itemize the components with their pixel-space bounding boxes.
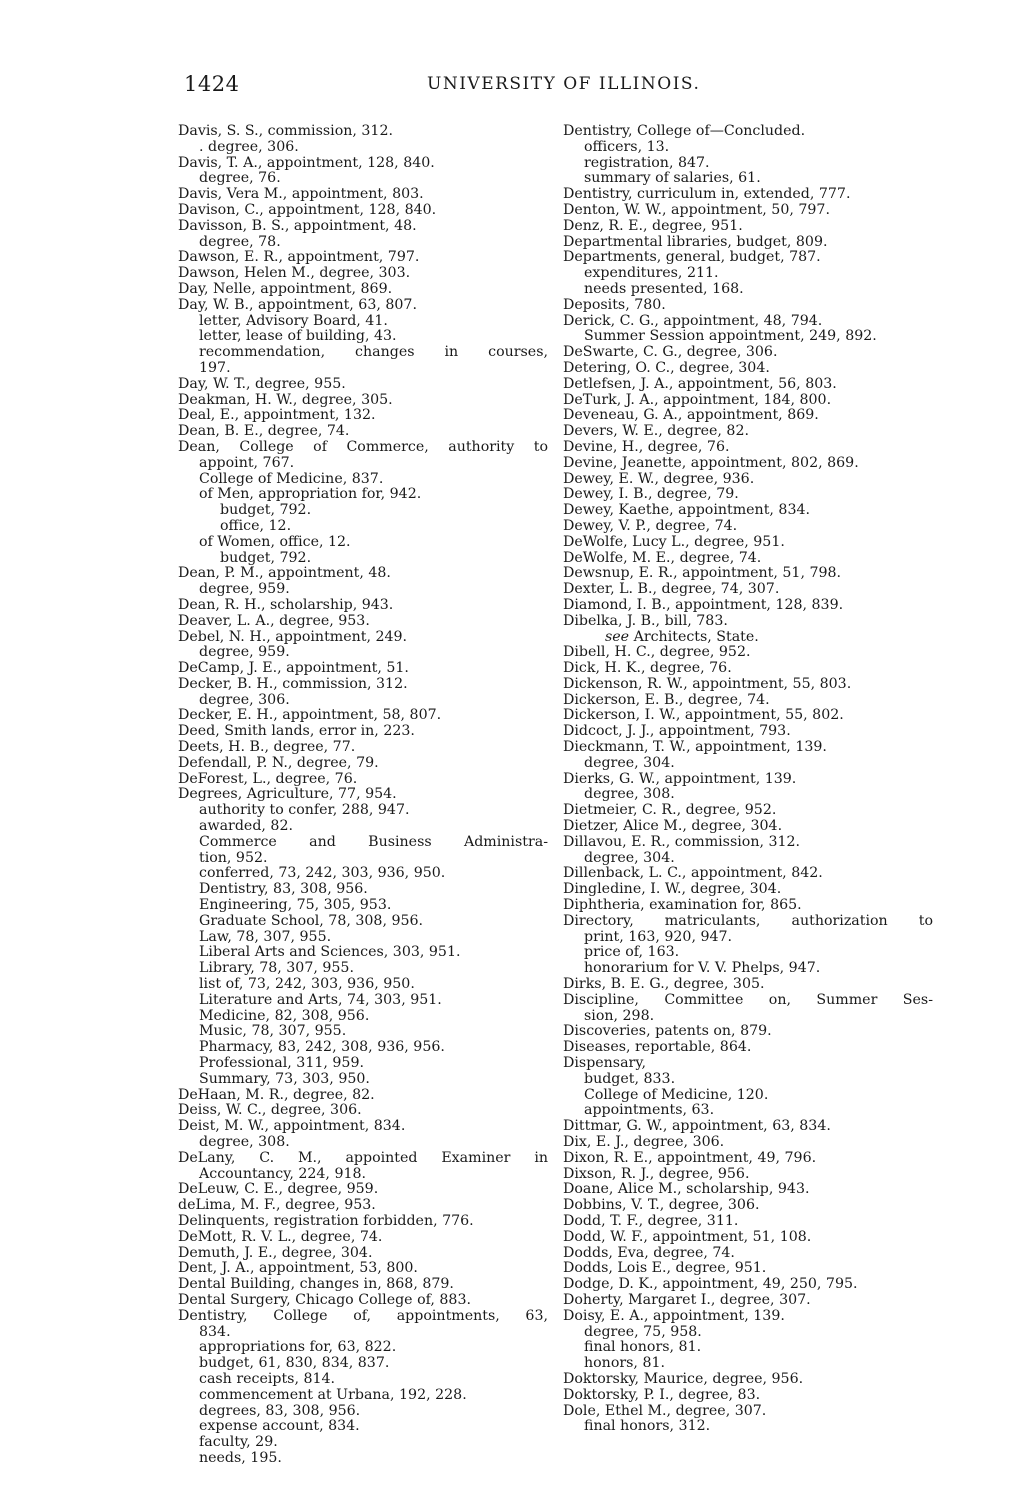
page-header [0, 72, 1014, 102]
index-entry: Dixon, R. E., appointment, 49, 796. [563, 1149, 817, 1166]
index-subentry: . degree, 306. [199, 138, 299, 155]
index-subentry: Liberal Arts and Sciences, 303, 951. [199, 944, 461, 961]
index-subentry: summary of salaries, 61. [584, 170, 761, 187]
index-subentry: list of, 73, 242, 303, 936, 950. [199, 976, 415, 993]
index-entry: DeWolfe, Lucy L., degree, 951. [563, 533, 785, 550]
index-entry: Dodds, Lois E., degree, 951. [563, 1260, 767, 1277]
index-entry: Deal, E., appointment, 132. [178, 407, 376, 424]
index-entry: Dickerson, I. W., appointment, 55, 802. [563, 707, 844, 724]
index-subentry: Engineering, 75, 305, 953. [199, 897, 392, 914]
index-entry: Departments, general, budget, 787. [563, 249, 821, 266]
index-subentry: Summer Session appointment, 249, 892. [584, 328, 877, 345]
index-subentry: Literature and Arts, 74, 303, 951. [199, 991, 442, 1008]
index-subentry: degree, 75, 958. [584, 1323, 702, 1340]
index-entry: Dick, H. K., degree, 76. [563, 660, 732, 677]
index-subentry: officers, 13. [584, 138, 670, 155]
index-entry: Day, Nelle, appointment, 869. [178, 280, 393, 297]
index-entry: Departmental libraries, budget, 809. [563, 233, 828, 250]
index-subentry: commencement at Urbana, 192, 228. [199, 1386, 467, 1403]
index-entry: Dickenson, R. W., appointment, 55, 803. [563, 675, 852, 692]
index-entry: DeHaan, M. R., degree, 82. [178, 1086, 375, 1103]
index-entry: Dirks, B. E. G., degree, 305. [563, 976, 765, 993]
index-subentry: budget, 792. [220, 502, 312, 519]
index-subentry: print, 163, 920, 947. [584, 928, 733, 945]
index-entry: DeWolfe, M. E., degree, 74. [563, 549, 762, 566]
index-entry: Discipline, Committee on, Summer Ses- [563, 991, 933, 1008]
index-subentry: degree, 306. [199, 691, 290, 708]
index-entry: Dietmeier, C. R., degree, 952. [563, 802, 777, 819]
index-entry: Davis, Vera M., appointment, 803. [178, 186, 424, 203]
index-entry: Delinquents, registration forbidden, 776. [178, 1212, 474, 1229]
index-entry: Discoveries, patents on, 879. [563, 1023, 772, 1040]
index-entry: Diphtheria, examination for, 865. [563, 897, 802, 914]
index-entry: Dent, J. A., appointment, 53, 800. [178, 1260, 418, 1277]
index-entry: Dierks, G. W., appointment, 139. [563, 770, 797, 787]
index-entry: Defendall, P. N., degree, 79. [178, 754, 379, 771]
index-subentry: appoint, 767. [199, 454, 295, 471]
index-subentry: registration, 847. [584, 154, 710, 171]
index-subentry: degree, 959. [199, 644, 290, 661]
index-entry: Derick, C. G., appointment, 48, 794. [563, 312, 823, 329]
index-subentry: conferred, 73, 242, 303, 936, 950. [199, 865, 446, 882]
index-entry: DeLeuw, C. E., degree, 959. [178, 1181, 379, 1198]
index-subentry: sion, 298. [584, 1007, 655, 1024]
index-entry: Dickerson, E. B., degree, 74. [563, 691, 770, 708]
index-entry: Deiss, W. C., degree, 306. [178, 1102, 362, 1119]
index-subentry: Medicine, 82, 308, 956. [199, 1007, 370, 1024]
index-entry: Dibell, H. C., degree, 952. [563, 644, 751, 661]
index-entry: Degrees, Agriculture, 77, 954. [178, 786, 397, 803]
index-subentry: 834. [199, 1323, 231, 1340]
index-subentry: budget, 61, 830, 834, 837. [199, 1355, 390, 1372]
index-entry: Dewey, Kaethe, appointment, 834. [563, 502, 811, 519]
index-entry: Day, W. B., appointment, 63, 807. [178, 296, 417, 313]
index-entry: Dispensary, [563, 1055, 646, 1072]
index-subentry: cash receipts, 814. [199, 1370, 336, 1387]
index-entry: Dentistry, curriculum in, extended, 777. [563, 186, 851, 203]
running-title: UNIVERSITY OF ILLINOIS. [427, 74, 701, 94]
index-subentry: degree, 76. [199, 170, 281, 187]
index-entry: DeLany, C. M., appointed Examiner in [178, 1149, 548, 1166]
index-entry: Doktorsky, Maurice, degree, 956. [563, 1370, 804, 1387]
index-entry: Dewey, E. W., degree, 936. [563, 470, 755, 487]
index-entry: Dixson, R. J., degree, 956. [563, 1165, 750, 1182]
index-entry: Dodd, W. F., appointment, 51, 108. [563, 1228, 812, 1245]
index-entry: Dean, B. E., degree, 74. [178, 423, 350, 440]
index-entry: Dentistry, College of—Concluded. [563, 123, 806, 139]
index-entry: Deakman, H. W., degree, 305. [178, 391, 393, 408]
index-subentry: 197. [199, 359, 231, 376]
index-entry: Dexter, L. B., degree, 74, 307. [563, 581, 780, 598]
index-entry: Demuth, J. E., degree, 304. [178, 1244, 373, 1261]
index-subentry: see Architects, State. [605, 628, 759, 645]
index-entry: Detlefsen, J. A., appointment, 56, 803. [563, 375, 837, 392]
index-entry: Directory, matriculants, authorization to [563, 912, 933, 929]
index-subentry: of Men, appropriation for, 942. [199, 486, 422, 503]
index-entry: Deist, M. W., appointment, 834. [178, 1118, 406, 1135]
index-entry: Debel, N. H., appointment, 249. [178, 628, 408, 645]
index-entry: Detering, O. C., degree, 304. [563, 359, 770, 376]
index-entry: Dillavou, E. R., commission, 312. [563, 833, 801, 850]
index-entry: Day, W. T., degree, 955. [178, 375, 346, 392]
index-subentry: Music, 78, 307, 955. [199, 1023, 347, 1040]
index-subentry: Summary, 73, 303, 950. [199, 1070, 370, 1087]
index-subentry: needs presented, 168. [584, 280, 744, 297]
index-entry: DeTurk, J. A., appointment, 184, 800. [563, 391, 832, 408]
index-entry: Dean, P. M., appointment, 48. [178, 565, 391, 582]
index-subentry: College of Medicine, 120. [584, 1086, 769, 1103]
index-subentry: honors, 81. [584, 1355, 666, 1372]
index-subentry: degree, 304. [584, 849, 675, 866]
index-entry: Dittmar, G. W., appointment, 63, 834. [563, 1118, 831, 1135]
index-subentry: letter, lease of building, 43. [199, 328, 397, 345]
index-subentry: appropriations for, 63, 822. [199, 1339, 397, 1356]
index-subentry: degree, 304. [584, 754, 675, 771]
index-subentry: faculty, 29. [199, 1434, 278, 1451]
index-entry: Dodge, D. K., appointment, 49, 250, 795. [563, 1276, 858, 1293]
index-entry: Diseases, reportable, 864. [563, 1039, 752, 1056]
index-entry: Decker, E. H., appointment, 58, 807. [178, 707, 442, 724]
index-entry: Didcoct, J. J., appointment, 793. [563, 723, 791, 740]
index-entry: DeSwarte, C. G., degree, 306. [563, 344, 778, 361]
index-entry: Davison, C., appointment, 128, 840. [178, 201, 437, 218]
index-entry: Dodds, Eva, degree, 74. [563, 1244, 735, 1261]
index-entry: deLima, M. F., degree, 953. [178, 1197, 376, 1214]
index-subentry: Pharmacy, 83, 242, 308, 936, 956. [199, 1039, 445, 1056]
index-subentry: price of, 163. [584, 944, 680, 961]
index-subentry: degree, 308. [199, 1134, 290, 1150]
page-number: 1424 [184, 72, 240, 96]
index-entry: Dewey, I. B., degree, 79. [563, 486, 739, 503]
index-entry: Dix, E. J., degree, 306. [563, 1134, 725, 1150]
index-subentry: tion, 952. [199, 849, 268, 866]
index-subentry: budget, 792. [220, 549, 312, 566]
index-entry: Dean, College of Commerce, authority to [178, 438, 548, 455]
index-subentry: Professional, 311, 959. [199, 1055, 364, 1072]
index-entry: Dieckmann, T. W., appointment, 139. [563, 739, 827, 756]
index-subentry: office, 12. [220, 517, 292, 534]
index-entry: Dean, R. H., scholarship, 943. [178, 596, 394, 613]
index-subentry: degrees, 83, 308, 956. [199, 1402, 361, 1419]
index-entry: Dental Surgery, Chicago College of, 883. [178, 1291, 471, 1308]
index-subentry: appointments, 63. [584, 1102, 715, 1119]
index-subentry: degree, 308. [584, 786, 675, 803]
index-subentry: of Women, office, 12. [199, 533, 351, 550]
index-subentry: expenditures, 211. [584, 265, 719, 282]
index-subentry: College of Medicine, 837. [199, 470, 384, 487]
index-entry: DeCamp, J. E., appointment, 51. [178, 660, 409, 677]
index-entry: Deveneau, G. A., appointment, 869. [563, 407, 819, 424]
index-subentry: degree, 78. [199, 233, 281, 250]
index-entry: Davis, T. A., appointment, 128, 840. [178, 154, 435, 171]
index-entry: Doisy, E. A., appointment, 139. [563, 1307, 785, 1324]
index-entry: Dewsnup, E. R., appointment, 51, 798. [563, 565, 842, 582]
index-subentry: letter, Advisory Board, 41. [199, 312, 388, 329]
index-entry: Dawson, Helen M., degree, 303. [178, 265, 411, 282]
index-entry: Davisson, B. S., appointment, 48. [178, 217, 417, 234]
index-subentry: awarded, 82. [199, 818, 293, 835]
index-entry: Dillenback, L. C., appointment, 842. [563, 865, 823, 882]
index-entry: Denton, W. W., appointment, 50, 797. [563, 201, 830, 218]
index-entry: Dewey, V. P., degree, 74. [563, 517, 738, 534]
index-subentry: final honors, 81. [584, 1339, 702, 1356]
index-entry: Decker, B. H., commission, 312. [178, 675, 408, 692]
index-subentry: Graduate School, 78, 308, 956. [199, 912, 424, 929]
index-entry: Dawson, E. R., appointment, 797. [178, 249, 420, 266]
index-subentry: final honors, 312. [584, 1418, 711, 1435]
index-entry: Denz, R. E., degree, 951. [563, 217, 743, 234]
index-subentry: degree, 959. [199, 581, 290, 598]
index-entry: Dingledine, I. W., degree, 304. [563, 881, 782, 898]
index-entry: Diamond, I. B., appointment, 128, 839. [563, 596, 844, 613]
index-entry: Dibelka, J. B., bill, 783. [563, 612, 728, 629]
index-entry: Deed, Smith lands, error in, 223. [178, 723, 415, 740]
index-subentry: Library, 78, 307, 955. [199, 960, 354, 977]
index-entry: Doherty, Margaret I., degree, 307. [563, 1291, 811, 1308]
index-entry: Devine, H., degree, 76. [563, 438, 730, 455]
index-entry: Deaver, L. A., degree, 953. [178, 612, 370, 629]
index-entry: Dobbins, V. T., degree, 306. [563, 1197, 760, 1214]
index-subentry: authority to confer, 288, 947. [199, 802, 410, 819]
index-entry: Devine, Jeanette, appointment, 802, 869. [563, 454, 859, 471]
index-subentry: budget, 833. [584, 1070, 676, 1087]
index-entry: Dietzer, Alice M., degree, 304. [563, 818, 783, 835]
index-subentry: recommendation, changes in courses, [199, 344, 548, 361]
index-subentry: needs, 195. [199, 1449, 282, 1466]
index-subentry: Law, 78, 307, 955. [199, 928, 332, 945]
index-subentry: honorarium for V. V. Phelps, 947. [584, 960, 821, 977]
index-entry: Davis, S. S., commission, 312. [178, 123, 393, 139]
index-entry: Dole, Ethel M., degree, 307. [563, 1402, 767, 1419]
index-entry: Dental Building, changes in, 868, 879. [178, 1276, 454, 1293]
index-subentry: Commerce and Business Administra- [199, 833, 548, 850]
index-subentry: Accountancy, 224, 918. [199, 1165, 367, 1182]
index-column-right [563, 124, 933, 1435]
index-entry: DeMott, R. V. L., degree, 74. [178, 1228, 383, 1245]
index-entry: DeForest, L., degree, 76. [178, 770, 358, 787]
index-entry: Devers, W. E., degree, 82. [563, 423, 749, 440]
index-subentry: Dentistry, 83, 308, 956. [199, 881, 368, 898]
index-entry: Doktorsky, P. I., degree, 83. [563, 1386, 761, 1403]
index-column-left [178, 124, 548, 1467]
index-entry: Dodd, T. F., degree, 311. [563, 1212, 739, 1229]
index-entry: Doane, Alice M., scholarship, 943. [563, 1181, 810, 1198]
index-subentry: expense account, 834. [199, 1418, 360, 1435]
index-entry: Dentistry, College of, appointments, 63, [178, 1307, 548, 1324]
index-entry: Deposits, 780. [563, 296, 666, 313]
index-entry: Deets, H. B., degree, 77. [178, 739, 356, 756]
